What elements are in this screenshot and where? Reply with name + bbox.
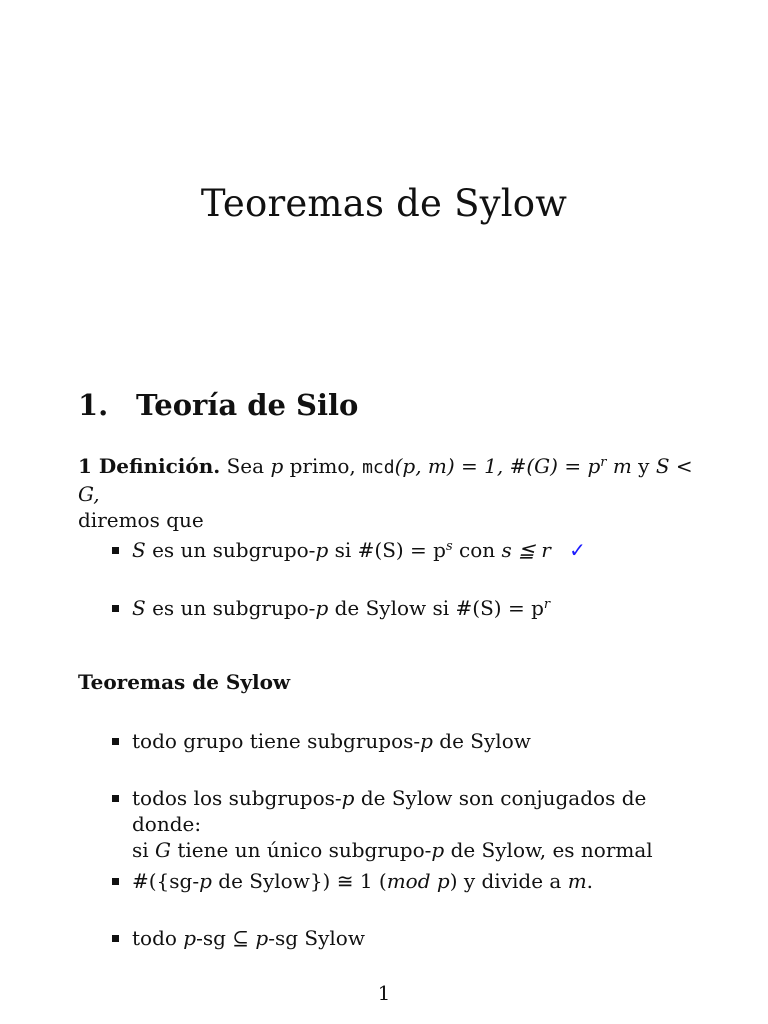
- item-text: #({sg-: [132, 869, 200, 893]
- list-item: [112, 595, 712, 621]
- item-text: tiene un único subgrupo-: [177, 838, 432, 862]
- definition-text: Sea: [226, 454, 265, 478]
- document-title: Teoremas de Sylow: [200, 182, 568, 225]
- bullet-icon: [112, 795, 119, 802]
- check-icon: ✓: [569, 538, 586, 562]
- math-var: m: [612, 454, 632, 478]
- item-text: de Sylow, es normal: [450, 838, 653, 862]
- math-exponent: s: [445, 539, 453, 554]
- definition-label: 1 Definición.: [78, 454, 221, 478]
- math-exponent: r: [600, 455, 607, 470]
- math-var: p: [431, 838, 445, 862]
- math-expr: (p, m) = 1,: [394, 454, 504, 478]
- item-text: todo grupo tiene subgrupos-: [132, 729, 421, 753]
- theorem-list-4: [112, 925, 712, 951]
- section-number: 1.: [78, 388, 109, 422]
- bullet-icon: [112, 935, 119, 942]
- item-text: todo: [132, 926, 177, 950]
- math-var: p: [315, 538, 329, 562]
- math-expr: S < G,: [78, 454, 693, 506]
- math-var: p: [420, 729, 433, 753]
- math-var: m: [567, 869, 587, 893]
- definition-paragraph: [78, 453, 698, 533]
- math-var: p: [315, 596, 329, 620]
- math-var: p: [270, 454, 284, 478]
- math-exponent: r: [543, 597, 551, 612]
- item-text: si: [132, 838, 149, 862]
- section-heading: [78, 388, 358, 422]
- section-title: Teoría de Silo: [136, 388, 359, 422]
- item-text: de Sylow si #(S) = p: [334, 596, 544, 620]
- list-item: [112, 925, 712, 951]
- math-var: p: [341, 786, 355, 810]
- math-var: G: [155, 838, 172, 862]
- definition-text: y: [638, 454, 650, 478]
- math-var: p: [183, 926, 197, 950]
- math-expr: #(G) = p: [509, 454, 601, 478]
- math-var: p: [255, 926, 269, 950]
- item-text: -sg ⊆: [196, 926, 250, 950]
- list-item: [112, 728, 712, 754]
- math-var: p: [199, 869, 212, 893]
- list-item: [112, 537, 712, 563]
- bullet-icon: [112, 878, 119, 885]
- math-var: S: [132, 596, 146, 620]
- list-item: [112, 785, 712, 863]
- bullet-icon: [112, 738, 119, 745]
- definition-list: [112, 537, 712, 563]
- item-text: todos los subgrupos-: [132, 786, 342, 810]
- item-text: con: [459, 538, 496, 562]
- item-text: es un subgrupo-: [152, 538, 316, 562]
- item-text: de Sylow}) ≅ 1 (: [218, 869, 387, 893]
- item-text: de Sylow: [439, 729, 531, 753]
- list-item: [112, 868, 712, 894]
- item-text: es un subgrupo-: [152, 596, 316, 620]
- bullet-icon: [112, 547, 119, 554]
- math-expr: s ≦ r: [501, 538, 551, 562]
- math-expr: mod p: [386, 869, 450, 893]
- mcd-operator: mcd: [362, 457, 395, 478]
- math-var: S: [132, 538, 146, 562]
- theorems-heading: Teoremas de Sylow: [78, 670, 291, 694]
- item-text: .: [586, 869, 594, 893]
- page-number: 1: [377, 981, 391, 1005]
- theorem-list-2: [112, 785, 712, 863]
- definition-text: primo,: [289, 454, 356, 478]
- bullet-icon: [112, 605, 119, 612]
- definition-text: diremos que: [78, 508, 204, 532]
- item-text: -sg Sylow: [268, 926, 365, 950]
- definition-list-2: [112, 595, 712, 621]
- item-text: ) y divide a: [449, 869, 562, 893]
- theorem-list-1: [112, 728, 712, 754]
- item-text: si #(S) = p: [334, 538, 446, 562]
- theorem-list-3: [112, 868, 712, 894]
- item-text: de Sylow son conjugados de donde:: [132, 786, 647, 836]
